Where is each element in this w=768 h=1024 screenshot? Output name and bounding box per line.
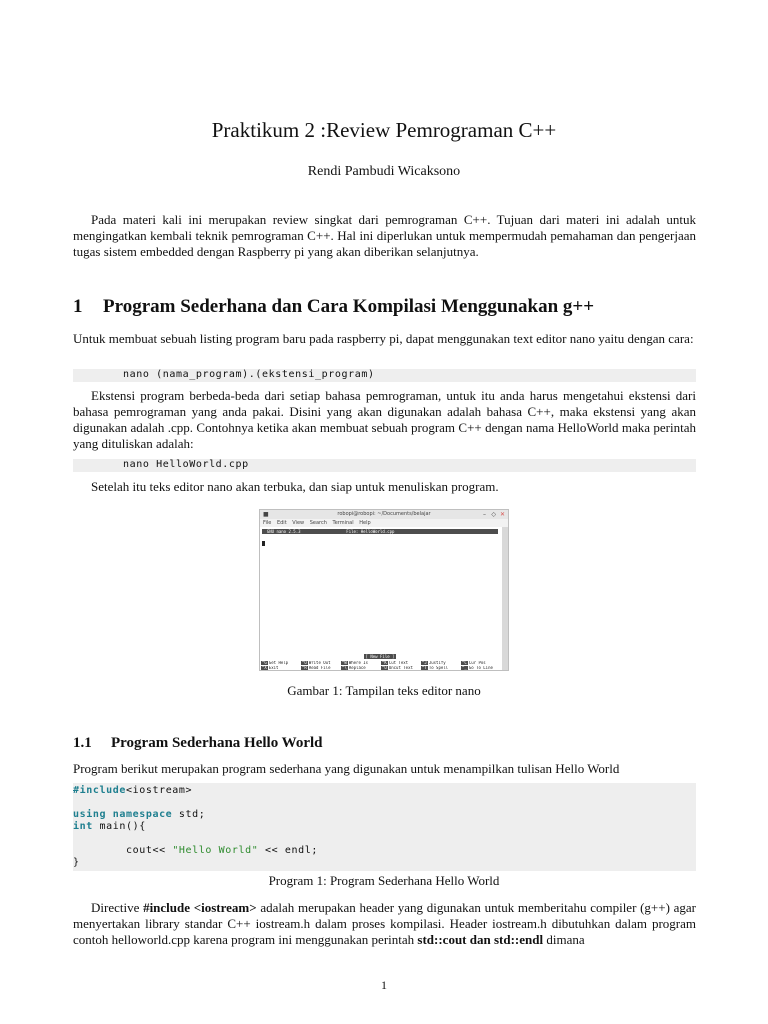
code-line: nano HelloWorld.cpp: [123, 459, 249, 470]
bold-cout-endl: std::cout dan std::endl: [417, 932, 544, 947]
code-block-nano-syntax: [73, 369, 696, 382]
shortcut-item: ^J Justify: [422, 661, 446, 665]
bold-include: #include <iostream>: [143, 900, 257, 915]
close-icon: ✕: [499, 511, 505, 518]
menu-view: View: [292, 520, 305, 526]
code-line-cout: cout<< "Hello World" << endl;: [73, 845, 318, 856]
intro-paragraph: Pada materi kali ini merupakan review singkat dari pemrograman C++. Tujuan dari materi ini adalah untuk mengingatkan kembali teknik pemrograman C++. Hal ini diperlukan untuk mempermudah pemahaman dan pengerjaan tugas sistem embedded dengan Raspberry pi yang akan diberikan selanjutnya.: [73, 212, 696, 259]
terminal-scrollbar: [502, 527, 508, 670]
shortcut-item: ^K Cut Text: [382, 661, 409, 665]
shortcut-item: ^U Uncut Text: [382, 666, 413, 670]
menu-help: Help: [359, 520, 371, 526]
document-author: Rendi Pambudi Wicaksono: [307, 164, 461, 179]
shortcut-item: ^G Get Help: [262, 661, 289, 665]
nano-header-bar: GNU nano 2.5.3 File: HelloWorld.cpp: [262, 529, 498, 534]
code-line-include: #include<iostream>: [73, 785, 193, 796]
code-line-blank: [73, 797, 696, 809]
section-number: 1: [73, 296, 83, 317]
shortcut-item: ^T To Spell: [422, 666, 449, 670]
text-cursor: [262, 541, 265, 546]
terminal-window-title: robopi@robopi: ~/Documents/belajar: [337, 511, 431, 517]
code-line: nano (nama_program).(ekstensi_program): [123, 369, 375, 380]
code-line-using: using namespace std;: [73, 809, 206, 820]
nano-status: [ New File ]: [365, 654, 395, 659]
shortcut-item: ^W Where Is: [342, 661, 369, 665]
shortcut-item: ^R Read File: [302, 666, 331, 670]
subsection-title: Program Sederhana Hello World: [111, 735, 323, 751]
menu-terminal: Terminal: [332, 520, 354, 526]
section-paragraph-2: Ekstensi program berbeda-beda dari setiap bahasa pemrograman, untuk itu anda harus mengetahui ekstensi dari bahasa pemrograman yang anda pakai. Disini yang akan digunakan adalah bahasa C++, maka ekstensi yang akan digunakan adalah .cpp. Contohnya ketika akan membuat sebuah program C++ dengan nama HelloWorld maka perintah yang dituliskan adalah:: [73, 388, 696, 451]
section-title: Program Sederhana dan Cara Kompilasi Menggunakan g++: [103, 296, 595, 317]
section-paragraph-3: Setelah itu teks editor nano akan terbuka, dan siap untuk menuliskan program.: [91, 479, 499, 494]
terminal-body: [260, 527, 508, 670]
subsection-number: 1.1: [73, 735, 92, 751]
code-block-hello-world: [73, 783, 696, 871]
subsection-heading: [73, 735, 323, 752]
section-paragraph-1: Untuk membuat sebuah listing program baru pada raspberry pi, dapat menggunakan text editor nano yaitu dengan cara:: [73, 331, 694, 346]
shortcut-item: ^_ Go To Line: [462, 666, 493, 670]
maximize-icon: ◇: [491, 511, 496, 518]
section-heading: [73, 296, 594, 318]
shortcut-item: ^C Cur Pos: [462, 661, 486, 665]
menu-file: File: [263, 520, 272, 526]
subsection-paragraph-1: Program berikut merupakan program sederhana yang digunakan untuk menampilkan tulisan Hello World: [73, 761, 620, 776]
minimize-icon: –: [483, 511, 486, 518]
shortcut-item: ^\ Replace: [342, 666, 366, 670]
nano-editor-screenshot: [259, 509, 509, 671]
shortcut-item: ^O Write Out: [302, 661, 331, 665]
shortcut-row: [261, 666, 501, 671]
page-number: 1: [381, 978, 387, 992]
shortcut-item: ^X Exit: [262, 666, 279, 670]
terminal-titlebar: [260, 510, 508, 519]
code-line-blank: [73, 833, 696, 845]
menu-edit: Edit: [276, 520, 287, 526]
code-line-close: }: [73, 857, 80, 868]
menu-search: Search: [309, 520, 327, 526]
terminal-app-icon: ■: [263, 511, 269, 518]
code-line-main: int main(){: [73, 821, 146, 832]
code-block-nano-command: [73, 459, 696, 472]
program-caption: Program 1: Program Sederhana Hello World: [268, 873, 500, 888]
terminal-menubar: [260, 519, 508, 527]
figure-caption: Gambar 1: Tampilan teks editor nano: [287, 683, 481, 698]
subsection-paragraph-2: Directive #include <iostream> adalah merupakan header yang digunakan untuk memberitahu compiler (g++) agar menyertakan library standar C++ iostream.h dalam proses kompilasi. Header iostream.h dibutuhkan dalam program contoh helloworld.cpp karena program ini menggunakan perintah std::cout dan std::endl dimana: [73, 900, 696, 947]
document-title: Praktikum 2 :Review Pemrograman C++: [211, 118, 557, 142]
nano-shortcut-bar: [261, 661, 501, 671]
